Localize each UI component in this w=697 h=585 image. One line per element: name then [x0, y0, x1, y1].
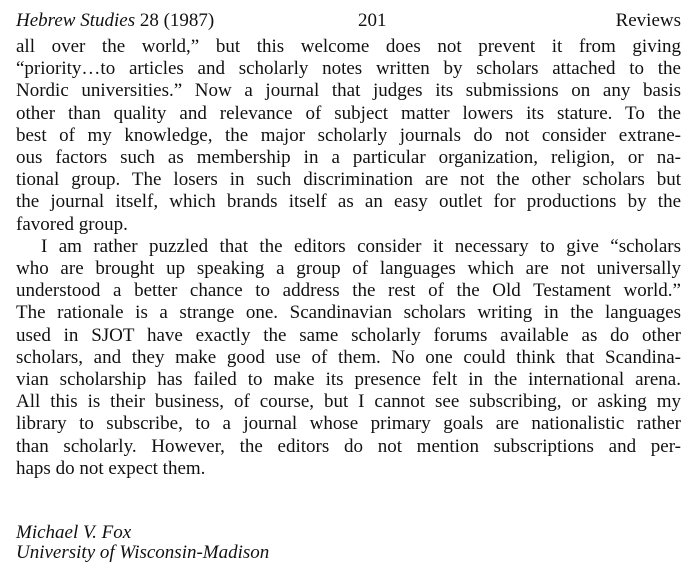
text-line: who are brought up speaking a group of languages which are not universally: [16, 258, 681, 280]
paragraph-2: [16, 236, 681, 480]
text-line: used in SJOT have exactly the same scholarly forums available as do other: [16, 324, 681, 346]
text-line: The rationale is a strange one. Scandinavian scholars writing in the languages: [16, 302, 681, 324]
paragraph-1: [16, 36, 681, 236]
text-line: vian scholarship has failed to make its presence felt in the international arena.: [16, 369, 681, 391]
text-line: the journal itself, which brands itself as an easy outlet for productions by the: [16, 191, 681, 213]
text-line: understood a better chance to address the rest of the Old Testament world.”: [16, 280, 681, 302]
text-line: than scholarly. However, the editors do not mention subscriptions and per-: [16, 435, 681, 457]
text-line: All this is their business, of course, but I cannot see subscribing, or asking my: [16, 391, 681, 413]
author-affiliation: University of Wisconsin-Madison: [16, 542, 270, 563]
author-signature: [16, 523, 269, 563]
text-line: “priority…to articles and scholarly notes written by scholars attached to the: [16, 58, 681, 80]
text-line: best of my knowledge, the major scholarly journals do not consider extrane-: [16, 124, 681, 146]
review-body: [16, 36, 681, 480]
text-line: tional group. The losers in such discrimination are not the other scholars but: [16, 169, 681, 191]
text-line: ous factors such as membership in a particular organization, religion, or na-: [16, 147, 681, 169]
text-line: other than quality and relevance of subject matter lowers its stature. To the: [16, 102, 681, 124]
page-number: 201: [358, 10, 387, 31]
text-line: scholars, and they make good use of them. No one could think that Scandina-: [16, 346, 681, 368]
journal-title: Hebrew Studies: [16, 10, 136, 31]
author-name: Michael V. Fox: [16, 522, 132, 543]
text-line: all over the world,” but this welcome does not prevent it from giving: [16, 36, 681, 57]
page: [16, 8, 681, 563]
volume-year: 28 (1987): [135, 10, 215, 31]
section-name: Reviews: [615, 10, 681, 31]
text-line: favored group.: [16, 213, 128, 235]
text-line: Nordic universities.” Now a journal that judges its submissions on any basis: [16, 80, 681, 102]
text-line: I am rather puzzled that the editors consider it necessary to give “scholars: [41, 235, 681, 257]
text-line: library to subscribe, to a journal whose primary goals are nationalistic rather: [16, 413, 681, 435]
text-line: haps do not expect them.: [16, 457, 206, 479]
journal-citation: [16, 8, 214, 34]
running-header: [16, 8, 681, 34]
